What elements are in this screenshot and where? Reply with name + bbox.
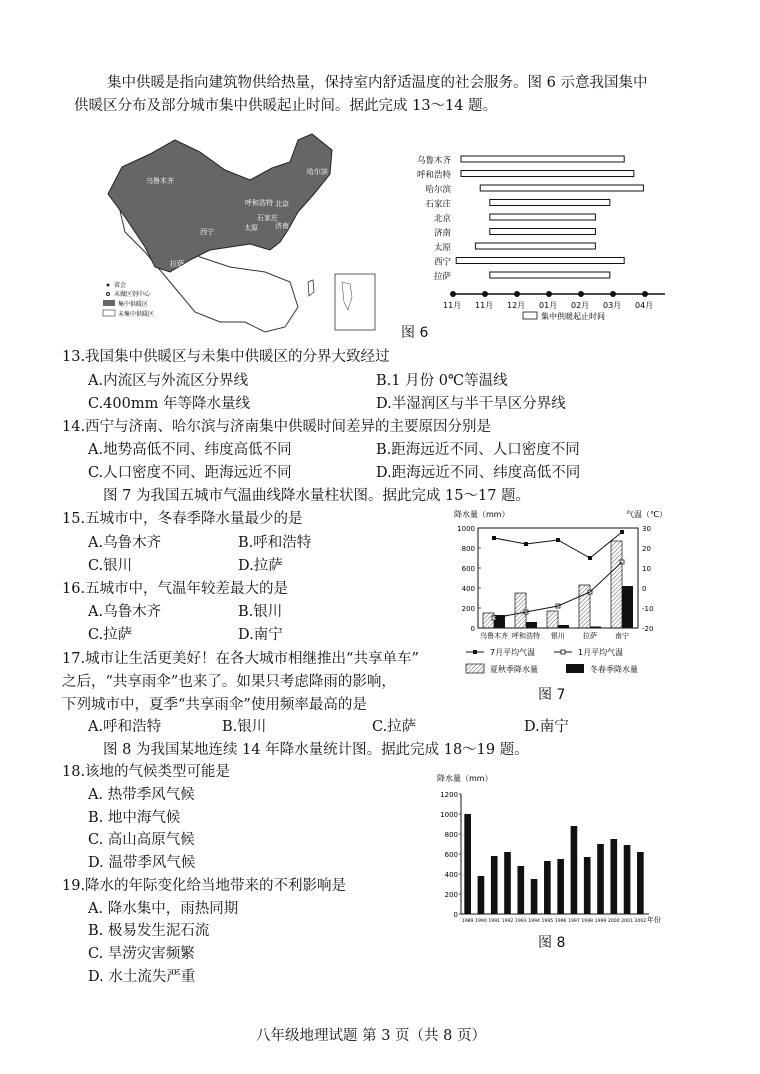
timeline-tick-dot (546, 291, 552, 297)
fig7-categories (480, 631, 629, 640)
map-label-beijing: 北京 (275, 200, 289, 208)
map-heated-region (108, 134, 332, 272)
q19-option-c[interactable]: C. 旱涝灾害频繁 (88, 946, 195, 962)
fig8-x-tick: 1994 (528, 919, 540, 924)
q17-option-b[interactable]: B.银川 (222, 719, 267, 735)
map-legend-capital-marker (107, 284, 110, 287)
climate-chart (448, 506, 678, 678)
q16-option-c[interactable]: C.拉萨 (88, 627, 133, 643)
timeline-city-label: 北京 (433, 214, 451, 224)
intro-line-2: 供暖区分布及部分城市集中供暖起止时间。据此完成 13～14 题。 (74, 98, 498, 114)
q19-option-b[interactable]: B. 极易发生泥石流 (88, 923, 210, 939)
timeline-city-label: 拉萨 (433, 272, 451, 282)
timeline-bar (475, 243, 595, 249)
fig7-right-tick: 0 (642, 585, 647, 593)
fig7-right-tick: -10 (642, 605, 654, 613)
timeline-city-label: 哈尔滨 (425, 185, 451, 195)
map-legend-heated-swatch (103, 300, 115, 306)
fig7-left-tick: 600 (461, 565, 475, 573)
fig8-y-ticks (440, 791, 461, 919)
timeline-bar (490, 214, 596, 220)
q13-option-a[interactable]: A.内流区与外流区分界线 (88, 373, 249, 389)
fig8-bar (544, 861, 551, 914)
fig7-line-jan (494, 562, 622, 618)
fig8-x-tick: 1998 (581, 919, 594, 924)
fig7-right-tick: 30 (642, 525, 651, 533)
timeline-tick-dot (578, 291, 584, 297)
map-legend-unheated-swatch (103, 310, 115, 316)
fig7-right-tick: 20 (642, 545, 651, 553)
timeline-city-label: 石家庄 (425, 199, 451, 210)
fig8-x-tick: 2001 (621, 919, 633, 924)
fig7-legend-summer: 夏秋季降水量 (490, 665, 538, 674)
q17-option-a[interactable]: A.呼和浩特 (88, 719, 162, 735)
q18-option-c[interactable]: C. 高山高原气候 (88, 832, 195, 848)
timeline-bar (456, 258, 624, 264)
q15-option-b[interactable]: B.呼和浩特 (238, 535, 312, 551)
map-label-hohhot: 呼和浩特 (245, 199, 273, 207)
map-label-jinan: 济南 (275, 222, 289, 230)
q17-line-2: 之后，“共享雨伞”也来了。如果只考虑降雨的影响， (62, 674, 396, 690)
q16-option-d[interactable]: D.南宁 (238, 627, 283, 643)
q15-option-c[interactable]: C.银川 (88, 558, 133, 574)
fig7-legend-winter-swatch (566, 664, 584, 673)
fig7-bar-winter (558, 625, 569, 628)
timeline-bar (490, 272, 610, 278)
q14-stem: 14.西宁与济南、哈尔滨与济南集中供暖时间差异的主要原因分别是 (62, 419, 492, 435)
q13-option-b[interactable]: B.1 月份 0℃等温线 (376, 373, 508, 389)
fig8-x-tick: 2002 (634, 919, 647, 924)
fig8-bar (504, 852, 511, 914)
q13-stem: 13.我国集中供暖区与未集中供暖区的分界大致经过 (62, 349, 390, 365)
fig7-left-axis-label: 降水量（mm） (454, 510, 510, 519)
fig7-bar-winter (590, 627, 601, 629)
q15-option-d[interactable]: D.拉萨 (238, 558, 283, 574)
timeline-tick-label: 11月 (443, 301, 462, 310)
map-legend-capital: 省会 (114, 282, 127, 289)
map-label-xining: 西宁 (200, 228, 214, 236)
fig7-left-tick: 1000 (457, 525, 475, 533)
china-heating-map (100, 132, 385, 337)
fig8-x-tick: 1996 (554, 919, 567, 924)
fig7-bar-summer (483, 613, 494, 628)
fig7-right-tick: -20 (642, 625, 654, 633)
fig8-bar (491, 856, 498, 914)
timeline-bar (490, 229, 596, 235)
q19-option-a[interactable]: A. 降水集中，雨热同期 (88, 901, 239, 917)
timeline-tick-label: 02月 (571, 301, 590, 310)
fig8-x-tick: 1990 (475, 919, 487, 924)
fig8-bar (557, 859, 564, 914)
timeline-city-label: 济南 (433, 228, 451, 239)
q13-option-c[interactable]: C.400mm 年等降水量线 (88, 396, 250, 412)
q18-option-d[interactable]: D. 温带季风气候 (88, 855, 196, 871)
map-legend-center: 未做区别中心 (114, 291, 151, 298)
fig7-left-tick: 200 (461, 605, 475, 613)
fig8-bar (571, 826, 578, 914)
timeline-tick-dot (514, 291, 520, 297)
fig8-x-tick: 1991 (488, 919, 501, 924)
q17-line-1: 17.城市让生活更美好！在各大城市相继推出“共享单车” (62, 651, 419, 667)
map-southsea-inset (335, 274, 375, 330)
map-legend-heated: 集中供暖区 (118, 301, 149, 308)
fig7-right-axis-label: 气温（℃） (626, 510, 667, 519)
fig8-bar (610, 839, 617, 914)
q14-option-b[interactable]: B.距海远近不同、人口密度不同 (376, 442, 580, 458)
fig8-y-tick: 200 (444, 891, 458, 899)
fig8-x-tick: 1995 (541, 919, 554, 924)
fig8-x-axis-label: 年份 (647, 916, 661, 924)
fig8-y-axis-label: 降水量（mm） (437, 774, 493, 783)
q17-option-c[interactable]: C.拉萨 (372, 719, 417, 735)
timeline-tick-label: 12月 (507, 301, 526, 310)
fig8-bars (464, 814, 643, 914)
fig8-x-tick: 1989 (461, 919, 474, 924)
fig7-bar-winter (622, 586, 633, 628)
q16-stem: 16.五城市中，气温年较差最大的是 (62, 581, 289, 597)
fig7-right-ticks (642, 525, 653, 633)
fig8-bar (597, 844, 604, 914)
map-legend-center-marker (107, 293, 110, 296)
fig7-category-label: 乌鲁木齐 (480, 632, 508, 640)
timeline-tick-dot (610, 291, 616, 297)
q15-option-a[interactable]: A.乌鲁木齐 (88, 535, 162, 551)
q19-option-d[interactable]: D. 水土流失严重 (88, 969, 196, 985)
fig8-bar (478, 876, 485, 914)
fig7-legend-jan-marker (561, 650, 565, 654)
fig8-y-tick: 400 (444, 871, 458, 879)
timeline-city-label: 呼和浩特 (416, 170, 451, 181)
fig8-y-tick: 1000 (440, 811, 458, 819)
fig7-bar-summer (611, 541, 622, 628)
fig8-y-tick: 1200 (440, 791, 458, 799)
fig7-legend-july-marker (473, 650, 477, 654)
q14-option-c[interactable]: C.人口密度不同、距海远近不同 (88, 465, 292, 481)
fig7-bar-winter (526, 622, 537, 628)
precipitation-chart (425, 770, 665, 925)
fig7-category-label: 拉萨 (583, 632, 597, 640)
timeline-tick-label: 04月 (635, 301, 654, 310)
intro-line-1: 集中供暖是指向建筑物供给热量，保持室内舒适温度的社会服务。图 6 示意我国集中 (107, 75, 648, 91)
fig8-bar (517, 866, 524, 914)
fig8-x-tick: 1993 (514, 919, 527, 924)
timeline-city-label: 乌鲁木齐 (416, 156, 451, 166)
timeline-tick-label: 11月 (475, 301, 494, 310)
fig7-category-label: 南宁 (615, 632, 629, 640)
fig7-category-label: 银川 (551, 632, 565, 640)
fig7-legend-summer-swatch (466, 664, 484, 673)
map-label-shijiazhuang: 石家庄 (257, 214, 278, 222)
fig6-caption: 图 6 (401, 325, 429, 341)
timeline-bar (461, 171, 634, 177)
timeline-bars (456, 156, 643, 278)
intro-fig7: 图 7 为我国五城市气温曲线降水量柱状图。据此完成 15～17 题。 (103, 488, 531, 504)
fig8-bar (624, 845, 631, 914)
q16-option-b[interactable]: B.银川 (238, 604, 283, 620)
timeline-bar (461, 156, 624, 162)
page-footer: 八年级地理试题 第 3 页（共 8 页） (256, 1028, 486, 1044)
timeline-tick-label: 03月 (603, 301, 622, 310)
fig8-bar (637, 852, 644, 914)
fig8-caption: 图 8 (538, 935, 566, 951)
fig7-left-tick: 400 (461, 585, 475, 593)
fig7-line-july (494, 532, 622, 558)
fig8-x-tick: 2000 (607, 919, 620, 924)
intro-fig8: 图 8 为我国某地连续 14 年降水量统计图。据此完成 18～19 题。 (103, 742, 529, 758)
fig7-left-ticks (457, 525, 481, 633)
map-label-urumqi: 乌鲁木齐 (146, 177, 174, 185)
q15-stem: 15.五城市中，冬春季降水量最少的是 (62, 511, 303, 527)
map-legend-unheated: 未集中供暖区 (118, 311, 155, 318)
map-label-harbin: 哈尔滨 (307, 168, 328, 176)
fig7-left-tick: 0 (470, 625, 475, 633)
fig7-bars (483, 541, 633, 628)
timeline-tick-dot (642, 291, 648, 297)
fig8-bar (584, 857, 591, 914)
fig8-x-tick: 1999 (594, 919, 607, 924)
timeline-tick-label: 01月 (539, 301, 558, 310)
map-taiwan (308, 280, 314, 296)
timeline-city-label: 太原 (433, 243, 451, 253)
fig8-x-ticks (462, 918, 646, 924)
fig8-bar (531, 879, 538, 914)
q19-stem: 19.降水的年际变化给当地带来的不利影响是 (62, 878, 347, 894)
timeline-bar (490, 200, 610, 206)
fig7-caption: 图 7 (538, 687, 566, 703)
q14-option-d[interactable]: D.距海远近不同、纬度高低不同 (376, 465, 581, 481)
fig8-y-tick: 0 (453, 911, 458, 919)
fig7-right-tick: 10 (642, 565, 651, 573)
q14-option-a[interactable]: A.地势高低不同、纬度高低不同 (88, 442, 292, 458)
fig7-legend-jan: 1月平均气温 (578, 648, 624, 657)
fig7-category-label: 呼和浩特 (512, 632, 540, 640)
q18-option-b[interactable]: B. 地中海气候 (88, 810, 181, 826)
timeline-bar (480, 185, 643, 191)
fig8-y-tick: 800 (444, 831, 458, 839)
timeline-cities (417, 155, 452, 282)
fig8-x-tick: 1997 (568, 919, 580, 924)
fig7-left-tick: 800 (461, 545, 475, 553)
fig8-y-tick: 600 (444, 851, 458, 859)
q18-option-a[interactable]: A. 热带季风气候 (88, 787, 195, 803)
fig7-bar-summer (547, 611, 558, 628)
map-label-taiyuan: 太原 (244, 224, 258, 232)
q17-line-3: 下列城市中，夏季“共享雨伞”使用频率最高的是 (62, 697, 367, 713)
timeline-city-label: 西宁 (433, 257, 451, 268)
q17-option-d[interactable]: D.南宁 (524, 719, 569, 735)
q16-option-a[interactable]: A.乌鲁木齐 (88, 604, 162, 620)
q13-option-d[interactable]: D.半湿润区与半干旱区分界线 (376, 396, 566, 412)
fig7-legend-july: 7月平均气温 (490, 648, 536, 657)
q18-stem: 18.该地的气候类型可能是 (62, 764, 231, 780)
timeline-legend-swatch (523, 312, 537, 319)
fig7-lines (492, 530, 624, 620)
timeline-tick-dot (450, 291, 456, 297)
fig8-bar (464, 814, 471, 914)
timeline-tick-dot (482, 291, 488, 297)
timeline-legend: 集中供暖起止时间 (541, 312, 605, 321)
map-label-lhasa: 拉萨 (170, 260, 184, 268)
fig8-x-tick: 1992 (501, 919, 514, 924)
fig7-legend-winter: 冬春季降水量 (590, 665, 638, 674)
heating-period-chart (395, 150, 695, 325)
